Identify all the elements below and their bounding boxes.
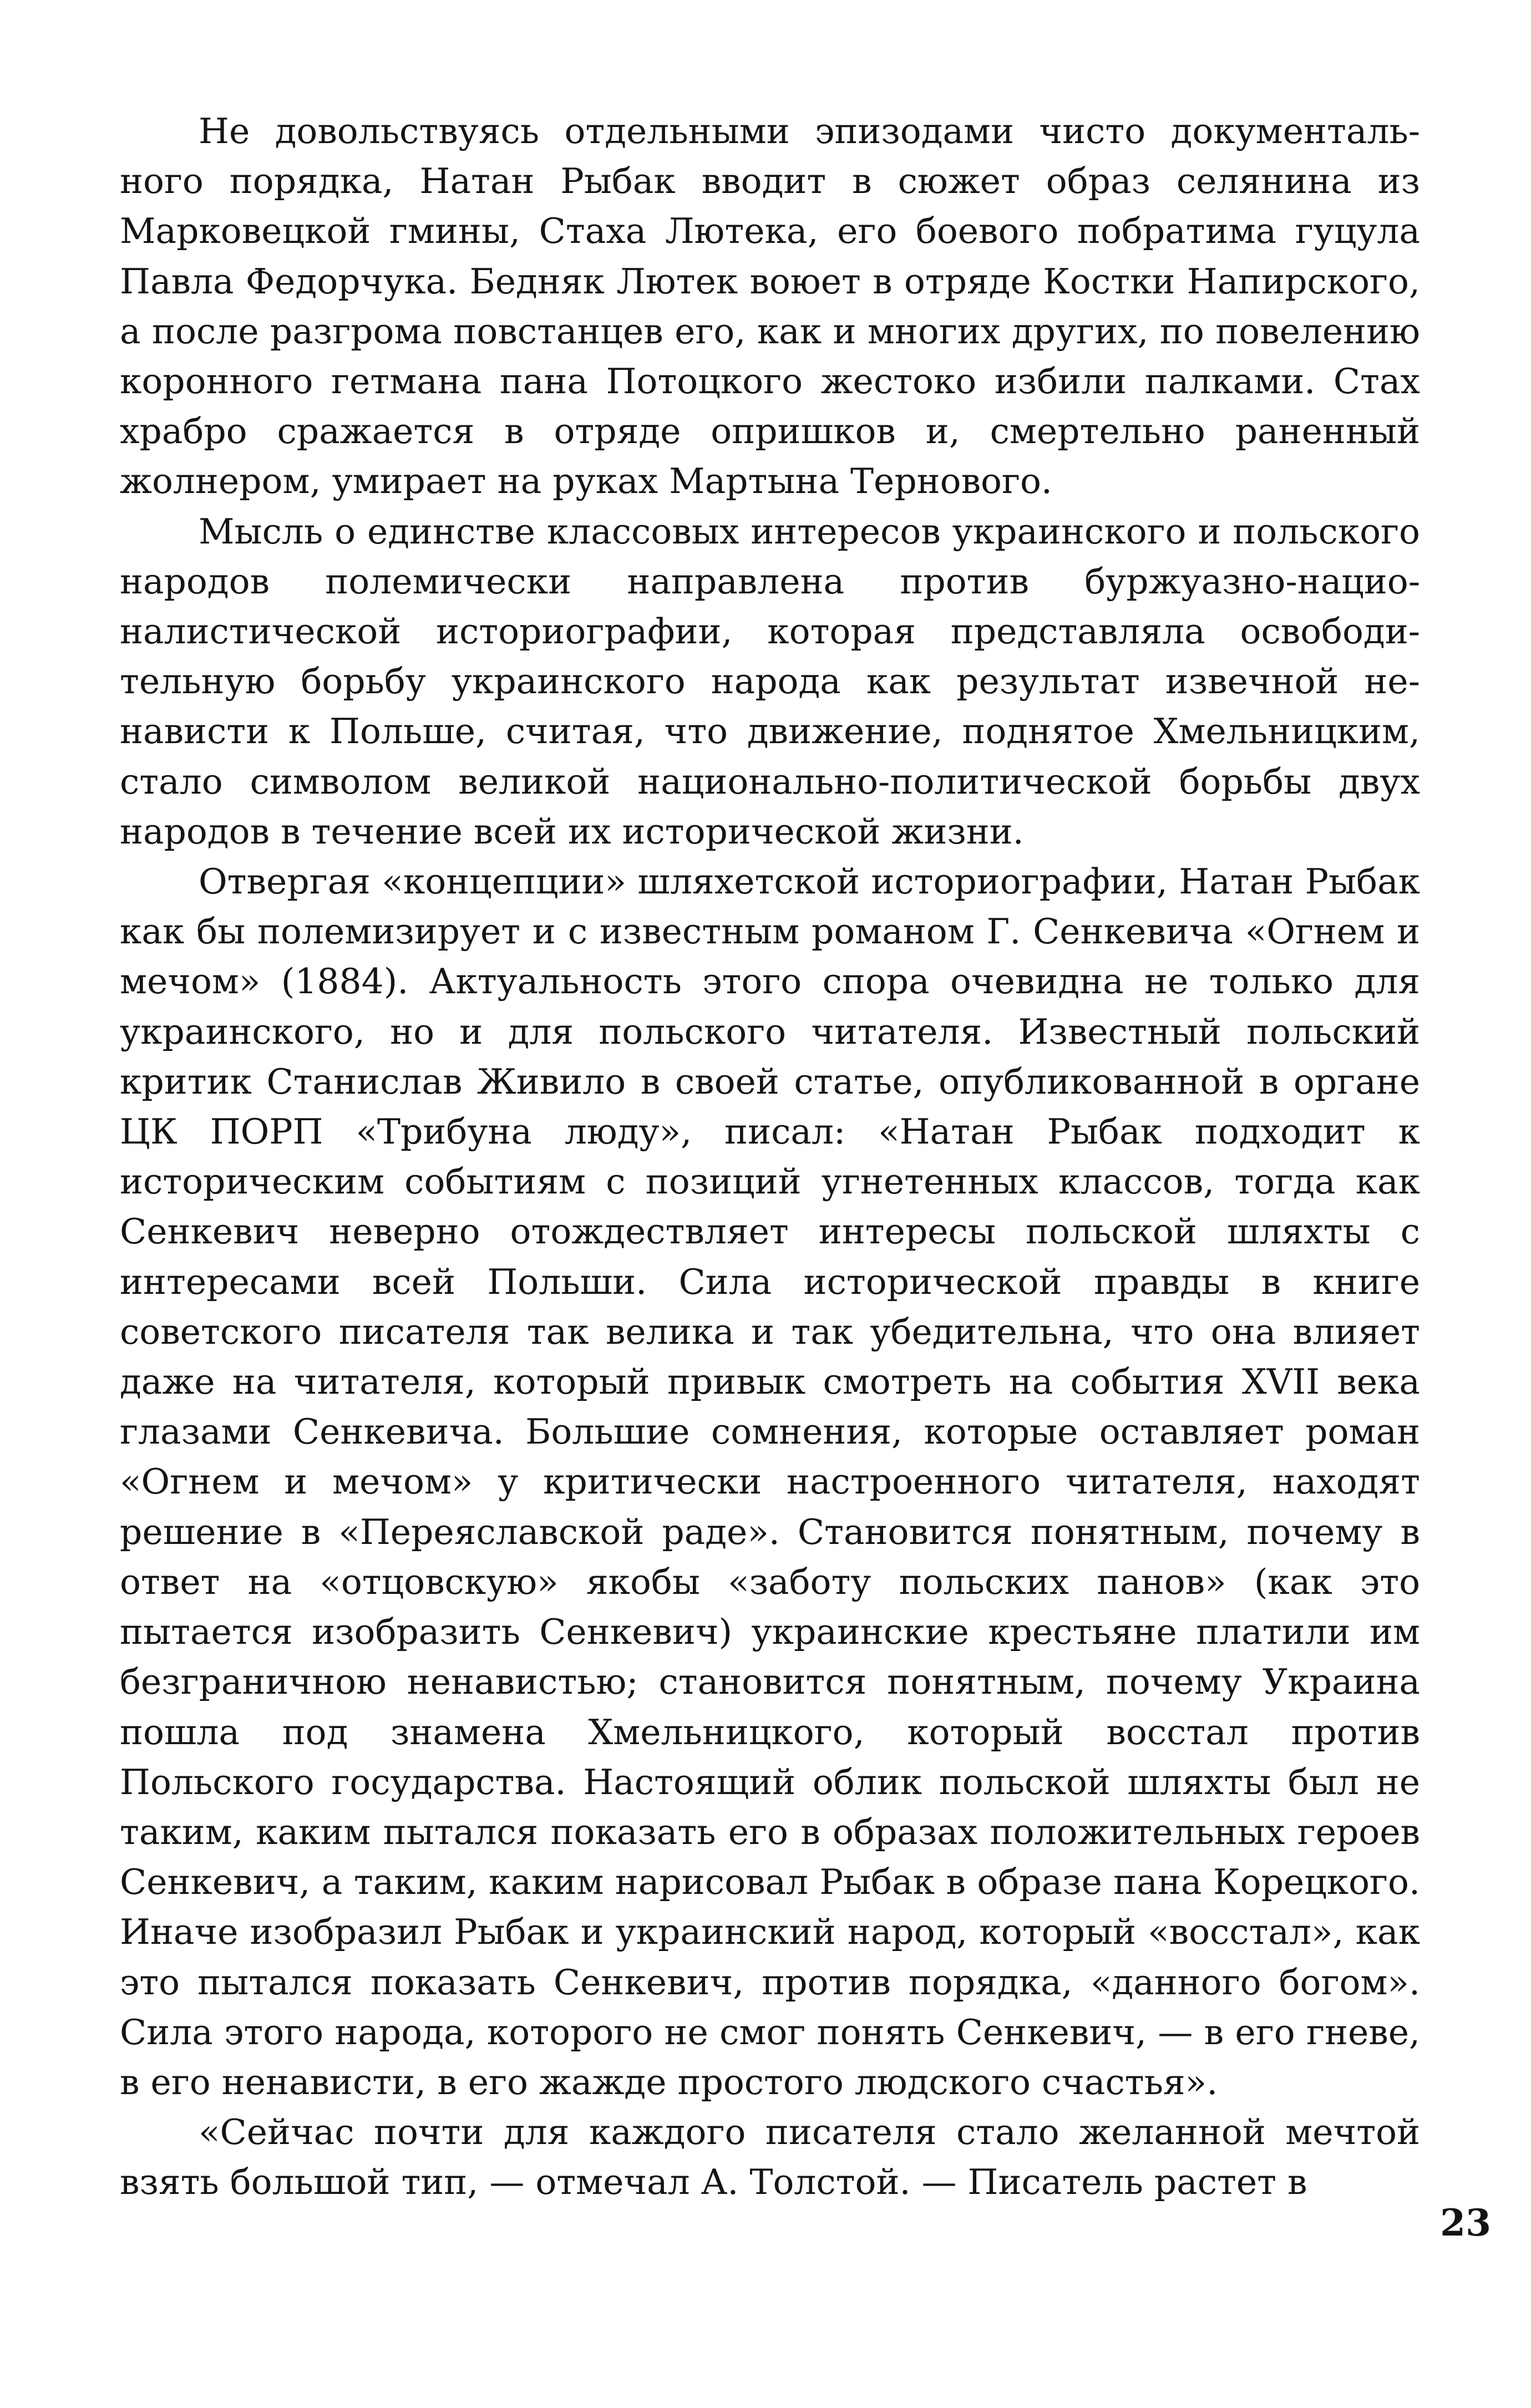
- paragraph-3: Отвергая «концепции» шляхетской историографии, Натан Рыбак как бы полемизирует и с известным романом Г. Сенкевича «Огнем и мечом» (1884). Актуальность этого спора очевидна не только для украинского, но и для польского читателя. Известный польский критик Станислав Живило в своей статье, опубликованной в органе ЦК ПОРП «Трибуна люду», писал: «Натан Рыбак подходит к историческим событиям с позиций угнетенных классов, тогда как Сенкевич неверно отождествляет интересы польской шляхты с интересами всей Польши. Сила исторической правды в книге советского писателя так велика и так убедительна, что она влияет даже на читателя, который привык смотреть на события XVII века глазами Сенкевича. Большие сомнения, которые оставляет роман «Огнем и мечом» у критически настроенного читателя, находят решение в «Переяславской раде». Становится понятным, почему в ответ на «отцовскую» якобы «заботу польских панов» (как это пытается изобразить Сенкевич) украинские крестьяне платили им безграничною ненавистью; становится понятным, почему Украина пошла под знамена Хмельницкого, который восстал против Польского государства. Настоящий облик польской шляхты был не таким, каким пытался показать его в образах положительных героев Сенкевич, а таким, каким нарисовал Рыбак в образе пана Корецкого. Иначе изобразил Рыбак и украинский народ, который «восстал», как это пытался показать Сенкевич, против порядка, «данного богом». Сила этого народа, которого не смог понять Сенкевич, — в его гневе, в его ненависти, в его жажде простого людского счастья».: [120, 861, 1420, 2102]
- page-text-block: [120, 106, 1420, 2325]
- paragraph-4: «Сейчас почти для каждого писателя стало желанной мечтой взять большой тип, — отмечал А. Толстой. — Писатель растет в: [120, 2112, 1420, 2203]
- page-number: 23: [1440, 2201, 1491, 2244]
- paragraph-2: Мысль о единстве классовых интересов украинского и польского народов полемически направлена против буржуазно-националистической историографии, которая представляла освободительную борьбу украинского народа как результат извечной ненависти к Польше, считая, что движение, поднятое Хмельницким, стало символом великой национально-политической борьбы двух народов в течение всей их исторической жизни.: [120, 511, 1420, 852]
- paragraph-1: Не довольствуясь отдельными эпизодами чисто документального порядка, Натан Рыбак вводит в сюжет образ селянина из Марковецкой гмины, Стаха Лютека, его боевого побратима гуцула Павла Федорчука. Бедняк Лютек воюет в отряде Костки Напирского, а после разгрома повстанцев его, как и многих других, по повелению коронного гетмана пана Потоцкого жестоко избили палками. Стах храбро сражается в отряде опришков и, смертельно раненный жолнером, умирает на руках Мартына Тернового.: [120, 111, 1420, 502]
